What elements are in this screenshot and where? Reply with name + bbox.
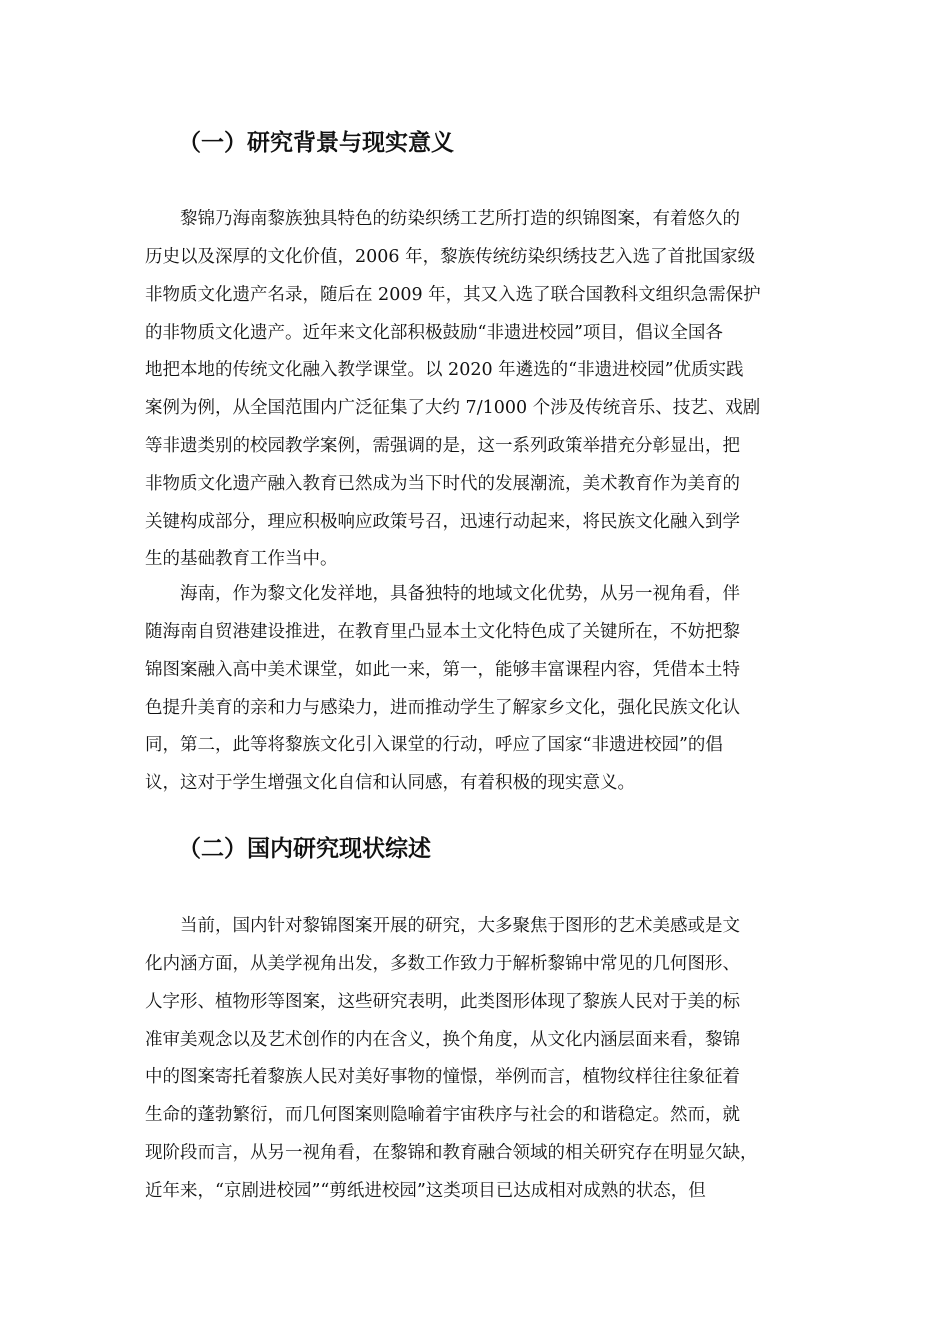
paragraph-line: 随海南自贸港建设推进，在教育里凸显本土文化特色成了关键所在，不妨把黎 [145,622,740,642]
paragraph-line: 同，第二，此等将黎族文化引入课堂的行动，呼应了国家“非遗进校园”的倡 [145,735,723,755]
paragraph-line: 黎锦乃海南黎族独具特色的纺染织绣工艺所打造的织锦图案，有着悠久的 [180,209,740,229]
paragraph-line: 非物质文化遗产名录，随后在 2009 年，其又入选了联合国教科文组织急需保护 [145,285,761,305]
paragraph-line: 人字形、植物形等图案，这些研究表明，此类图形体现了黎族人民对于美的标 [145,992,740,1012]
paragraph-line: 化内涵方面，从美学视角出发，多数工作致力于解析黎锦中常见的几何图形、 [145,954,740,974]
paragraph-line: 的非物质文化遗产。近年来文化部积极鼓励“非遗进校园”项目，倡议全国各 [145,323,723,343]
paragraph-line: 海南，作为黎文化发祥地，具备独特的地域文化优势，从另一视角看，伴 [180,584,740,604]
paragraph-line: 准审美观念以及艺术创作的内在含义，换个角度，从文化内涵层面来看，黎锦 [145,1030,740,1050]
paragraph-line: 近年来，“京剧进校园”“剪纸进校园”这类项目已达成相对成熟的状态，但 [145,1181,706,1201]
paragraph-line: 历史以及深厚的文化价值，2006 年，黎族传统纺染织绣技艺入选了首批国家级 [145,247,756,267]
section-1-heading: （一）研究背景与现实意义 [178,130,454,156]
paragraph-line: 锦图案融入高中美术课堂，如此一来，第一，能够丰富课程内容，凭借本土特 [145,660,740,680]
paragraph-line: 中的图案寄托着黎族人民对美好事物的憧憬，举例而言，植物纹样往往象征着 [145,1067,740,1087]
paragraph-line: 案例为例，从全国范围内广泛征集了大约 7/1000 个涉及传统音乐、技艺、戏剧 [145,398,761,418]
paragraph-line: 生的基础教育工作当中。 [145,549,338,569]
section-2-heading: （二）国内研究现状综述 [178,836,431,862]
paragraph-line: 议，这对于学生增强文化自信和认同感，有着积极的现实意义。 [145,773,635,793]
paragraph-line: 当前，国内针对黎锦图案开展的研究，大多聚焦于图形的艺术美感或是文 [180,916,740,936]
paragraph-line: 色提升美育的亲和力与感染力，进而推动学生了解家乡文化，强化民族文化认 [145,698,740,718]
paragraph-line: 生命的蓬勃繁衍，而几何图案则隐喻着宇宙秩序与社会的和谐稳定。然而，就 [145,1105,740,1125]
paragraph-line: 现阶段而言，从另一视角看，在黎锦和教育融合领域的相关研究存在明显欠缺， [145,1143,758,1163]
paragraph-line: 等非遗类别的校园教学案例，需强调的是，这一系列政策举措充分彰显出，把 [145,436,740,456]
paragraph-line: 关键构成部分，理应积极响应政策号召，迅速行动起来，将民族文化融入到学 [145,512,740,532]
paragraph-line: 非物质文化遗产融入教育已然成为当下时代的发展潮流，美术教育作为美育的 [145,474,740,494]
paragraph-line: 地把本地的传统文化融入教学课堂。以 2020 年遴选的“非遗进校园”优质实践 [145,360,744,380]
